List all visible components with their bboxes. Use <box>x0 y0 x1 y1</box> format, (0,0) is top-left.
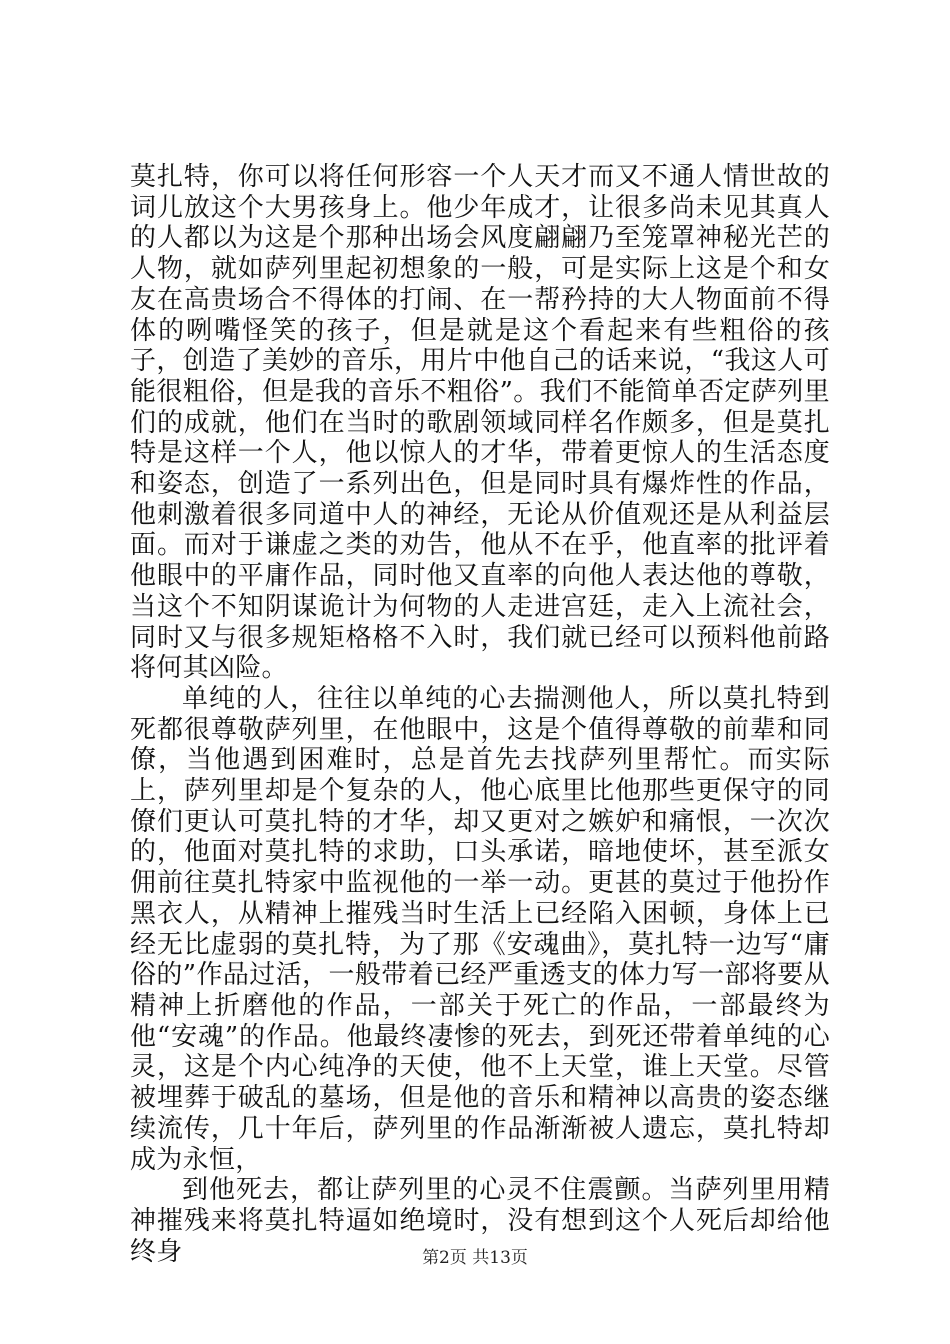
paragraph-2: 单纯的人，往往以单纯的心去揣测他人，所以莫扎特到死都很尊敬萨列里，在他眼中，这是个值得尊敬的前辈和同僚，当他遇到困难时，总是首先去找萨列里帮忙。而实际上，萨列里却是个复杂的人，他心底里比他那些更保守的同僚们更认可莫扎特的才华，却又更对之嫉妒和痛恨，一次次的，他面对莫扎特的求助，口头承诺，暗地使坏，甚至派女佣前往莫扎特家中监视他的一举一动。更甚的莫过于他扮作黑衣人，从精神上摧残当时生活上已经陷入困顿，身体上已经无比虚弱的莫扎特，为了那《安魂曲》，莫扎特一边写“庸俗的”作品过活，一般带着已经严重透支的体力写一部将要从精神上折磨他的作品，一部关于死亡的作品，一部最终为他“安魂”的作品。他最终凄惨的死去，到死还带着单纯的心灵，这是个内心纯净的天使，他不上天堂，谁上天堂。尽管被埋葬于破乱的墓场，但是他的音乐和精神以高贵的姿态继续流传，几十年后，萨列里的作品渐渐被人遗忘，莫扎特却成为永恒， <box>130 683 830 1175</box>
paragraph-3: 到他死去，都让萨列里的心灵不住震颤。当萨列里用精神摧残来将莫扎特逼如绝境时，没有想到这个人死后却给他终身 <box>130 1175 830 1267</box>
document-body <box>130 162 830 1267</box>
paragraph-1: 莫扎特，你可以将任何形容一个人天才而又不通人情世故的词儿放这个大男孩身上。他少年成才，让很多尚未见其真人的人都以为这是个那种出场会风度翩翩乃至笼罩神秘光芒的人物，就如萨列里起初想象的一般，可是实际上这是个和女友在高贵场合不得体的打闹、在一帮矜持的大人物面前不得体的咧嘴怪笑的孩子，但是就是这个看起来有些粗俗的孩子，创造了美妙的音乐，用片中他自己的话来说，“我这人可能很粗俗，但是我的音乐不粗俗”。我们不能简单否定萨列里们的成就，他们在当时的歌剧领域同样名作颇多，但是莫扎特是这样一个人，他以惊人的才华，带着更惊人的生活态度和姿态，创造了一系列出色，但是同时具有爆炸性的作品，他刺激着很多同道中人的神经，无论从价值观还是从利益层面。而对于谦虚之类的劝告，他从不在乎，他直率的批评着他眼中的平庸作品，同时他又直率的向他人表达他的尊敬，当这个不知阴谋诡计为何物的人走进宫廷，走入上流社会，同时又与很多规矩格格不入时，我们就已经可以预料他前路将何其凶险。 <box>130 162 830 684</box>
page-number-footer: 第2页 共13页 <box>422 1248 528 1268</box>
